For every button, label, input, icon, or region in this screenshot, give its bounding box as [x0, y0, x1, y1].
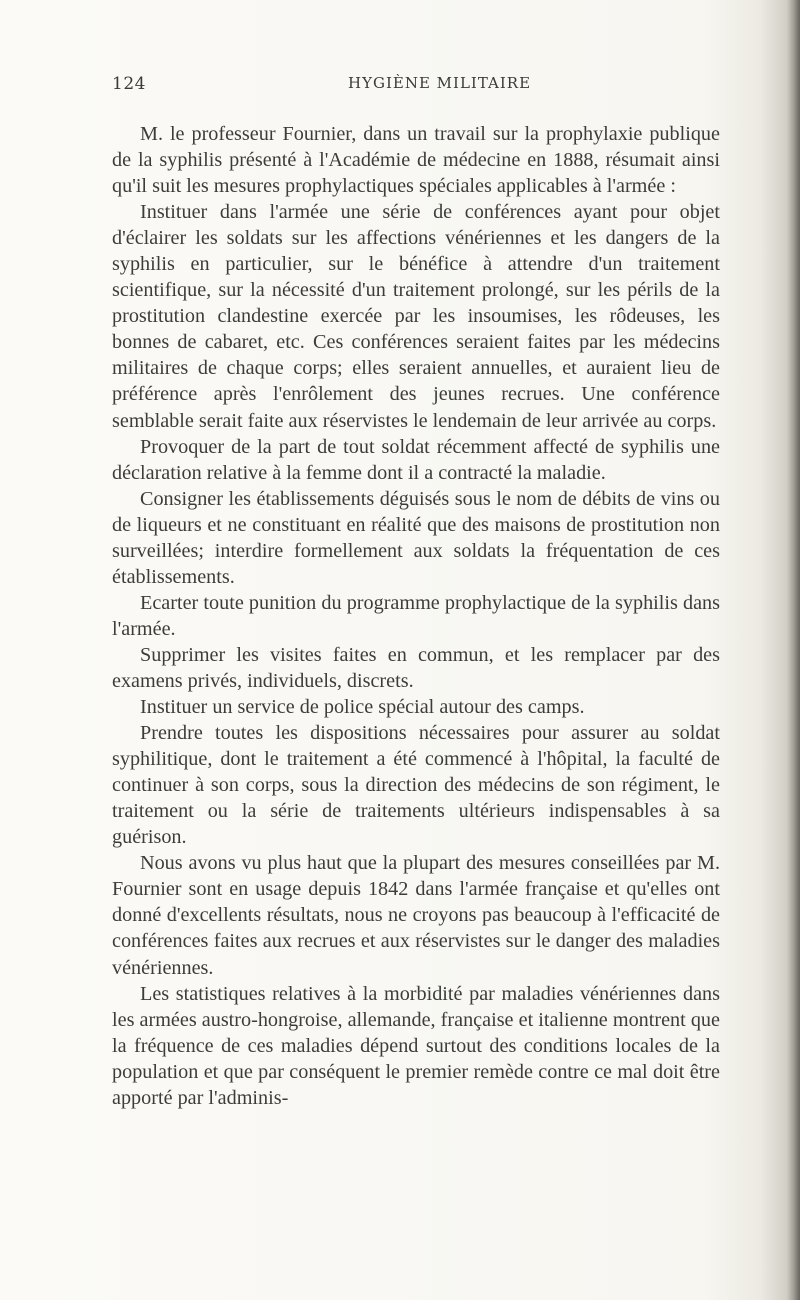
page-number: 124: [112, 74, 146, 94]
paragraph-declaration: Provoquer de la part de tout soldat récemment affecté de syphilis une déclaration relative à la femme dont il a contracté la maladie.: [112, 435, 720, 484]
paragraph-conferences: Instituer dans l'armée une série de conférences ayant pour objet d'éclairer les soldats sur les affections vénériennes et les dangers de la syphilis en particulier, sur le bénéfice à attendre d'un traitement scientifique, sur la nécessité d'un traitement prolongé, sur les périls de la prostitution clandestine exercée par les insoumises, les rôdeuses, les bonnes de cabaret, etc. Ces conférences seraient faites par les médecins militaires de chaque corps; elles seraient annuelles, et auraient lieu de préférence après l'enrôlement des jeunes recrues. Une conférence semblable serait faite aux réservistes le lendemain de leur arrivée au corps.: [112, 201, 720, 432]
paragraph-commentary: Nous avons vu plus haut que la plupart des mesures conseillées par M. Fournier sont en usage depuis 1842 dans l'armée française et qu'elles ont donné d'excellents résultats, nous ne croyons pas beaucoup à l'efficacité de conférences faites aux recrues et aux réservistes sur le danger des maladies vénériennes.: [112, 852, 720, 979]
running-title: HYGIÈNE MILITAIRE: [348, 74, 532, 92]
paragraph-statistics: Les statistiques relatives à la morbidité par maladies vénériennes dans les armées austro-hongroise, allemande, française et italienne montrent que la fréquence de ces maladies dépend surtout des conditions locales de la population et que par conséquent le premier remède contre ce mal doit être apporté par l'adminis-: [112, 982, 720, 1109]
page-edge-shadow: [786, 0, 800, 1300]
paragraph-intro: M. le professeur Fournier, dans un travail sur la prophylaxie publique de la syphilis présenté à l'Académie de médecine en 1888, résumait ainsi qu'il suit les mesures prophylactiques spéciales applicables à l'armée :: [112, 123, 720, 198]
paragraph-treatment: Prendre toutes les dispositions nécessaires pour assurer au soldat syphilitique, dont le traitement a été commencé à l'hôpital, la faculté de continuer à son corps, sous la direction des médecins de son régiment, le traitement ou la série de traitements ultérieurs indispensables à sa guérison.: [112, 722, 720, 849]
paragraph-police: Instituer un service de police spécial autour des camps.: [140, 696, 585, 719]
paragraph-punishment: Ecarter toute punition du programme prophylactique de la syphilis dans l'armée.: [112, 591, 720, 640]
page-header: [112, 74, 712, 98]
paragraph-establishments: Consigner les établissements déguisés sous le nom de débits de vins ou de liqueurs et ne constituant en réalité que des maisons de prostitution non surveillées; interdire formellement aux soldats la fréquentation de ces établissements.: [112, 487, 720, 588]
paragraph-examinations: Supprimer les visites faites en commun, et les remplacer par des examens privés, individuels, discrets.: [112, 643, 720, 692]
body-text: [112, 121, 720, 1111]
